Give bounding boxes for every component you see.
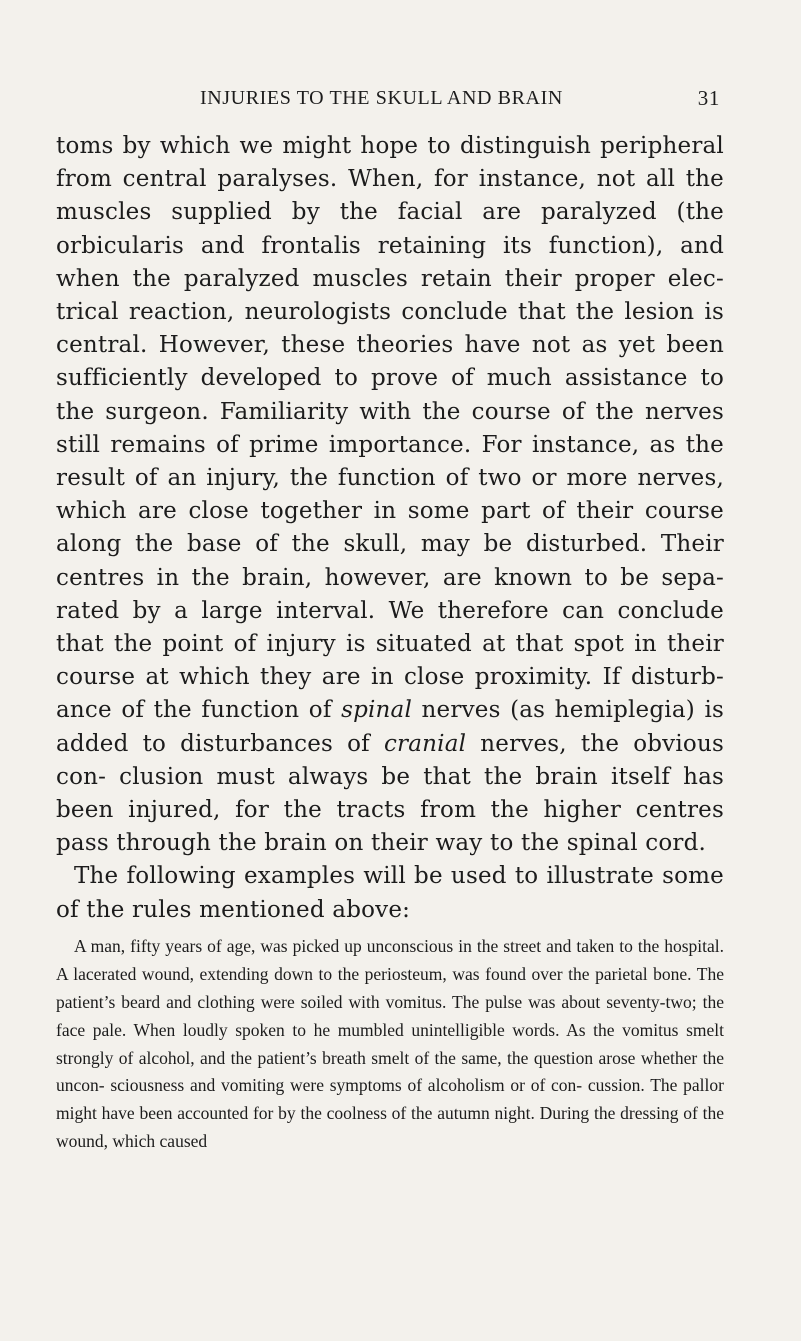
paragraph-main-part-2: nerves (as hemiplegia) is added to disturbances of [56, 697, 725, 757]
italic-cranial: cranial [383, 730, 467, 757]
page-number: 31 [697, 86, 720, 110]
running-title: INJURIES TO THE SKULL AND BRAIN [200, 87, 563, 109]
paragraph-main-part-1: toms by which we might hope to distinguish peripheral from central paralyses. When, for instance, not all the muscles supplied by the facial are paralyzed (the orbicularis and frontalis retaining its function), and when the paralyzed muscles retain their proper elec- trical reaction, neurologists conclude that the lesion is central. However, these theories have not as yet been sufficiently developed to prove of much assistance to the surgeon. Familiarity with the course of the nerves still remains of prime importance. For instance, as the result of an injury, the function of two or more nerves, which are close together in some part of their course along the base of the skull, may be disturbed. Their centres in the brain, however, are known to be sepa- rated by a large interval. We therefore can conclude that the point of injury is situated at that spot in their course at which they are in close proximity. If disturb- ance of the function of [56, 133, 724, 724]
paragraph-main [56, 130, 724, 860]
italic-spinal: spinal [341, 697, 413, 724]
case-report-paragraph: A man, fifty years of age, was picked up unconscious in the street and taken to the hospital. A lacerated wound, extending down to the periosteum, was found over the parietal bone. The patient’s beard and clothing were soiled with vomitus. The pulse was about seventy-two; the face pale. When loudly spoken to he mumbled unintelligible words. As the vomitus smelt strongly of alcohol, and the patient’s breath smelt of the same, the question arose whether the uncon- sciousness and vomiting were symptoms of alcoholism or of con- cussion. The pallor might have been accounted for by the coolness of the autumn night. During the dressing of the wound, which caused [56, 935, 724, 1152]
paragraph-examples-intro: The following examples will be used to illustrate some of the rules mentioned above: [56, 863, 724, 923]
paragraph-main-part-3: nerves, the obvious con- clusion must always be that the brain itself has been injured, for the tracts from the higher centres pass through the brain on their way to the spinal cord. [56, 730, 724, 857]
body-text [56, 130, 724, 1156]
running-head [200, 80, 720, 116]
